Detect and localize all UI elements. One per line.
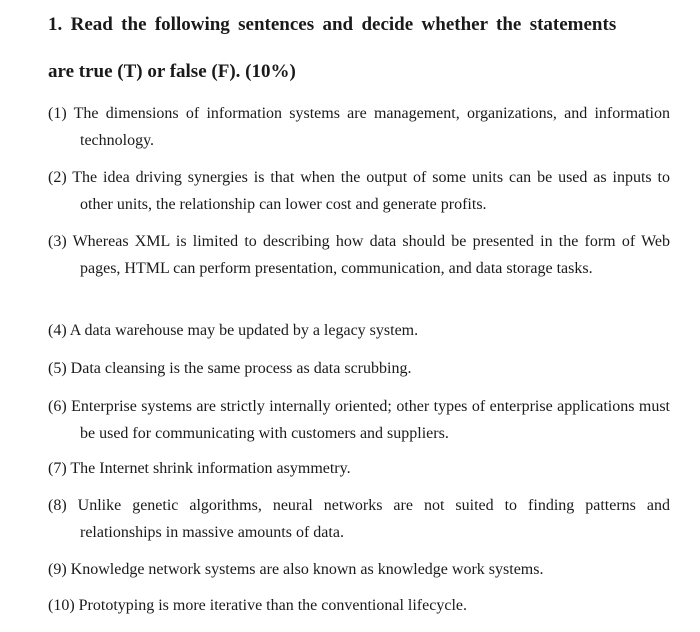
statement-number: (6)	[48, 398, 67, 415]
statement-text: Enterprise systems are strictly internally oriented; other types of enterprise applications must be used for communicating with customers and suppliers.	[71, 398, 671, 442]
statement-text: The dimensions of information systems are management, organizations, and information technology.	[73, 105, 670, 149]
statement-text: A data warehouse may be updated by a legacy system.	[69, 322, 419, 339]
statement-text: Knowledge network systems are also known as knowledge work systems.	[70, 561, 544, 578]
statement-6	[48, 394, 670, 447]
statement-number: (10)	[48, 597, 75, 614]
statement-number: (7)	[48, 460, 67, 477]
statement-number: (2)	[48, 169, 67, 186]
statement-number: (5)	[48, 360, 67, 377]
statement-8	[48, 493, 670, 546]
statement-7	[48, 456, 670, 483]
statement-text: The Internet shrink information asymmetry.	[70, 460, 351, 477]
statement-number: (3)	[48, 233, 67, 250]
statement-text: Prototyping is more iterative than the conventional lifecycle.	[78, 597, 467, 614]
statement-3	[48, 229, 670, 282]
statement-number: (1)	[48, 105, 67, 122]
question-heading-line-2: are true (T) or false (F). (10%)	[48, 61, 296, 82]
statement-text: Whereas XML is limited to describing how data should be presented in the form of Web pages, HTML can perform presentation, communication, and data storage tasks.	[72, 233, 670, 277]
statement-9	[48, 557, 670, 584]
statement-10	[48, 593, 670, 620]
statement-1	[48, 101, 670, 154]
statement-number: (8)	[48, 497, 67, 514]
statement-text: The idea driving synergies is that when the output of some units can be used as inputs to other units, the relationship can lower cost and generate profits.	[72, 169, 670, 213]
statement-2	[48, 165, 670, 218]
statement-number: (4)	[48, 322, 67, 339]
question-heading-line-1: 1. Read the following sentences and decide whether the statements	[48, 14, 617, 35]
statement-number: (9)	[48, 561, 67, 578]
statement-5	[48, 356, 670, 383]
statement-text: Unlike genetic algorithms, neural networks are not suited to finding patterns and relationships in massive amounts of data.	[77, 497, 671, 541]
statement-text: Data cleansing is the same process as data scrubbing.	[70, 360, 412, 377]
statement-4	[48, 318, 670, 345]
